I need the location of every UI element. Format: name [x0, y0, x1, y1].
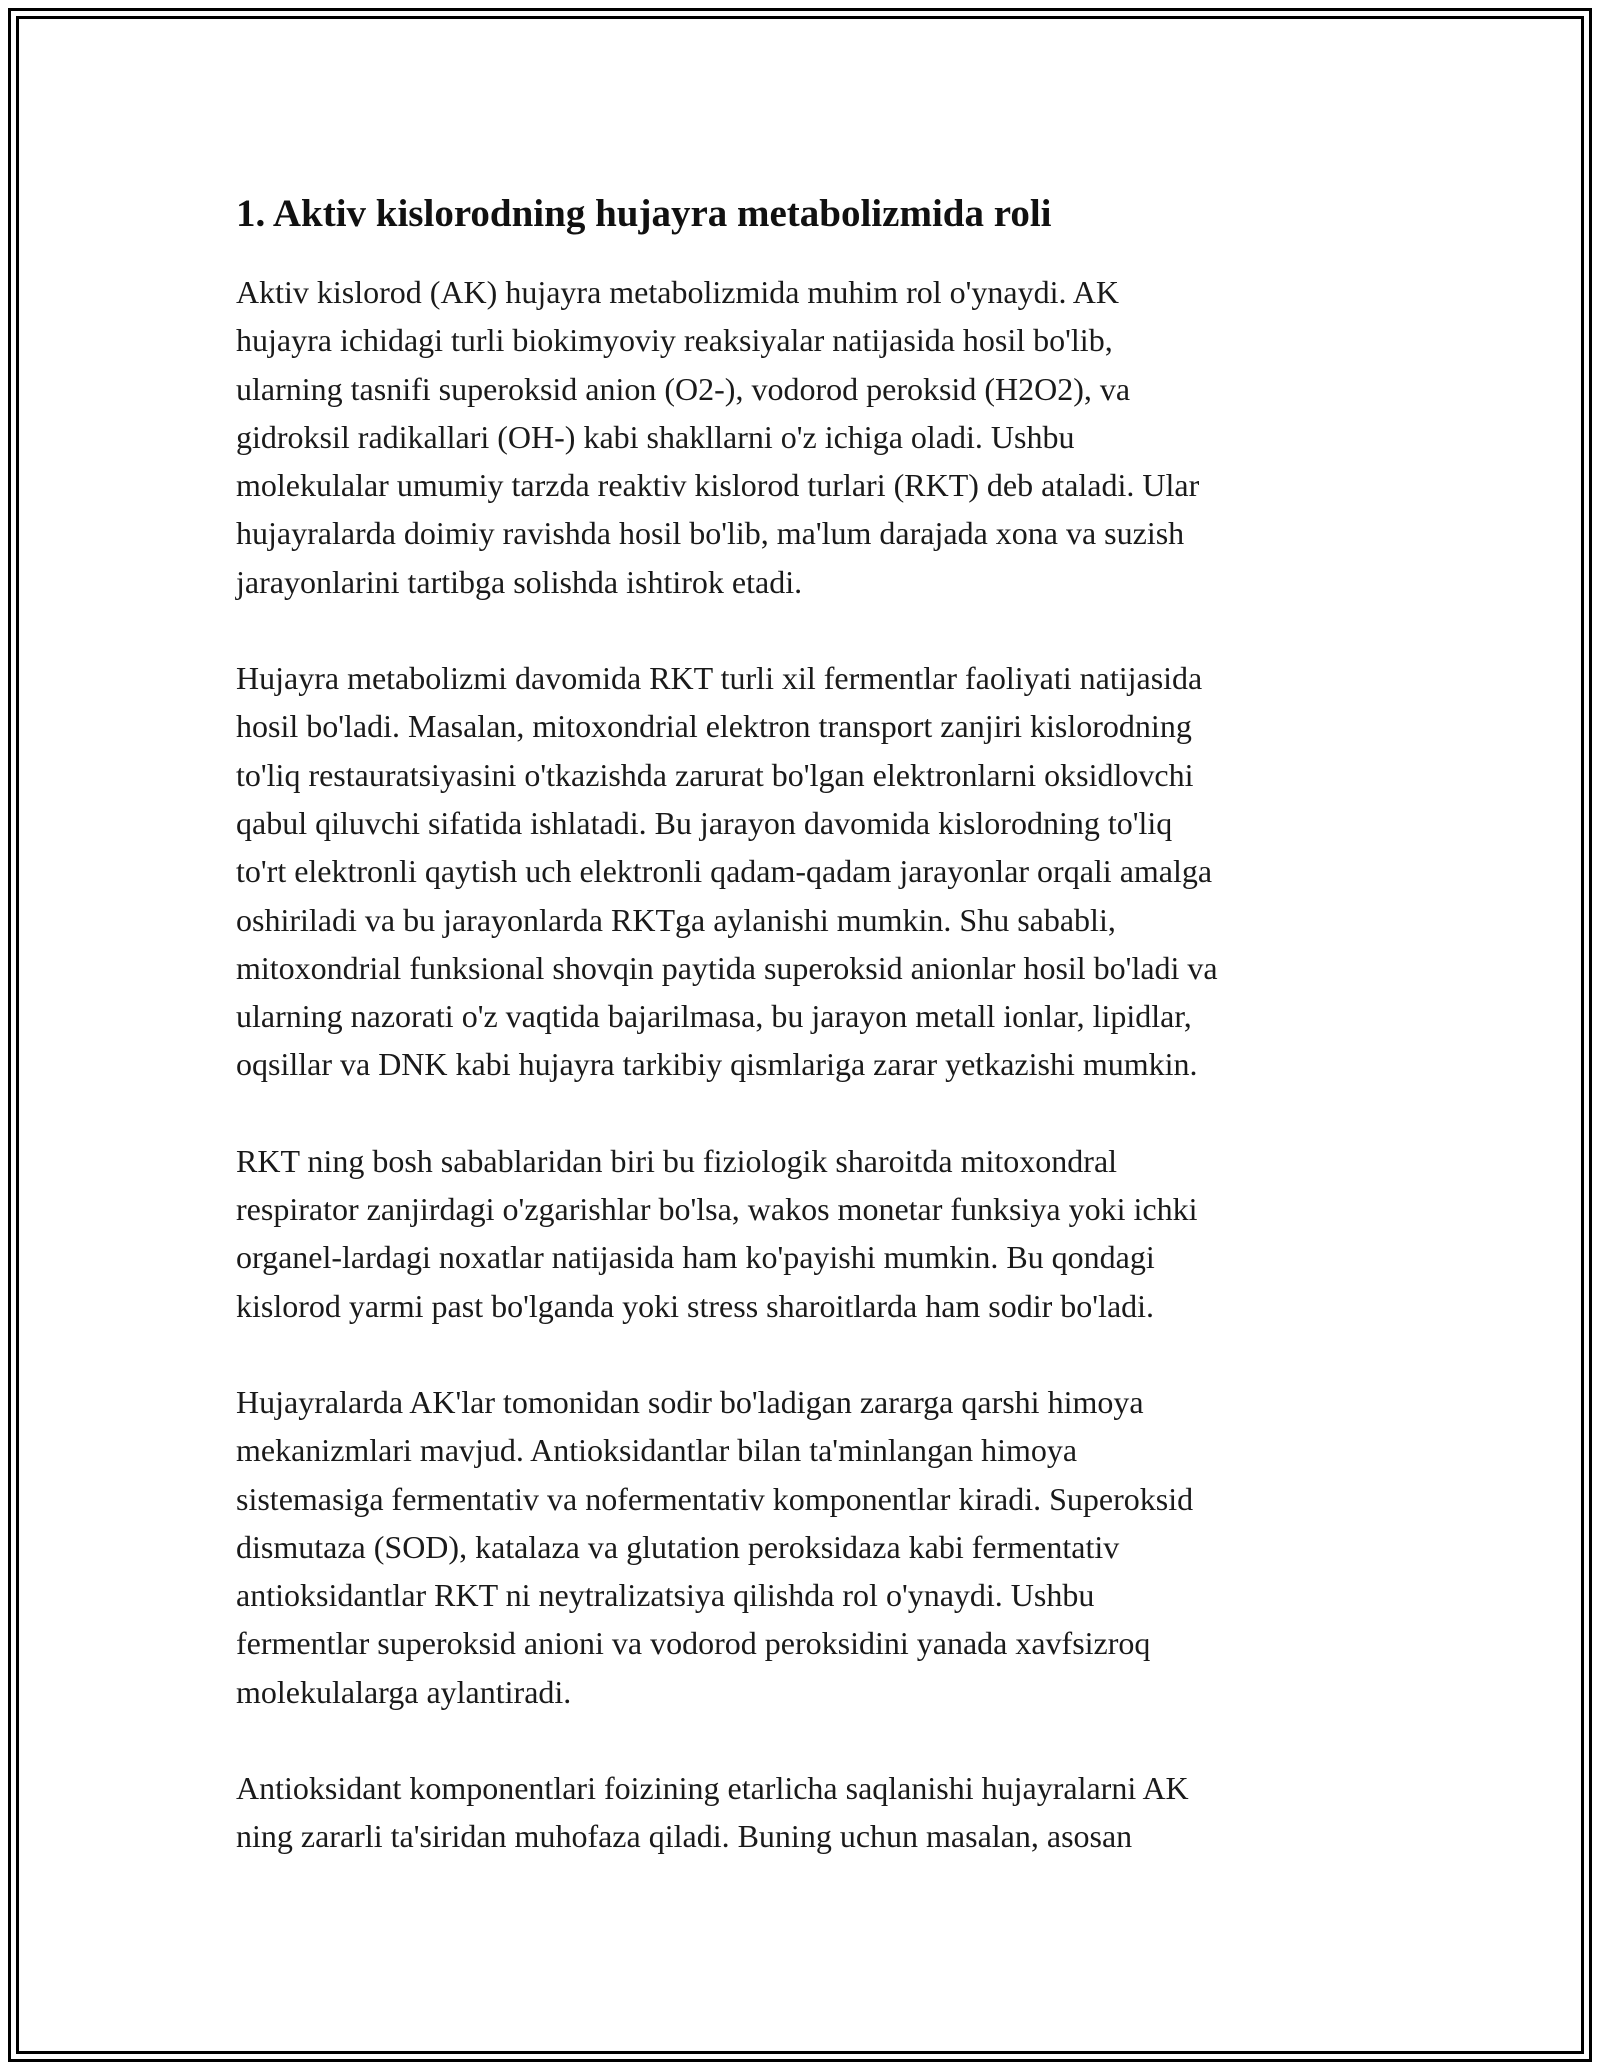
paragraph-1: Aktiv kislorod (AK) hujayra metabolizmida muhim rol o'ynaydi. AK hujayra ichidagi turli biokimyoviy reaksiyalar natijasida hosil bo'lib, ularning tasnifi superoksid anion (O2-), vodorod peroksid (H2O2), va gidroksil radikallari (OH-) kabi shakllarni o'z ichiga oladi. Ushbu molekulalar umumiy tarzda reaktiv kislorod turlari (RKT) deb ataladi. Ular hujayralarda doimiy ravishda hosil bo'lib, ma'lum darajada xona va suzish jarayonlarini tartibga solishda ishtirok etadi. [236, 274, 1200, 600]
document-body [236, 184, 1366, 1909]
paragraph-2: Hujayra metabolizmi davomida RKT turli xil fermentlar faoliyati natijasida hosil bo'ladi. Masalan, mitoxondrial elektron transport zanjiri kislorodning to'liq restauratsiyasini o'tkazishda zarurat bo'lgan elektronlarni oksidlovchi qabul qiluvchi sifatida ishlatadi. Bu jarayon davomida kislorodning to'liq to'rt elektronli qaytish uch elektronli qadam-qadam jarayonlar orqali amalga oshiriladi va bu jarayonlarda RKTga aylanishi mumkin. Shu sababli, mitoxondrial funksional shovqin paytida superoksid anionlar hosil bo'ladi va ularning nazorati o'z vaqtida bajarilmasa, bu jarayon metall ionlar, lipidlar, oqsillar va DNK kabi hujayra tarkibiy qismlariga zarar yetkazishi mumkin. [236, 660, 1218, 1083]
section-heading: 1. Aktiv kislorodning hujayra metabolizmida roli [236, 192, 1052, 235]
paragraph-3: RKT ning bosh sabablaridan biri bu fiziologik sharoitda mitoxondral respirator zanjirdagi o'zgarishlar bo'lsa, wakos monetar funksiya yoki ichki organel-lardagi noxatlar natijasida ham ko'payishi mumkin. Bu qondagi kislorod yarmi past bo'lganda yoki stress sharoitlarda ham sodir bo'ladi. [236, 1142, 1198, 1324]
paragraph-5: Antioksidant komponentlari foizining etarlicha saqlanishi hujayralarni AK ning zararli ta'siridan muhofaza qiladi. Buning uchun masalan, asosan [236, 1770, 1189, 1855]
paragraph-4: Hujayralarda AK'lar tomonidan sodir bo'ladigan zararga qarshi himoya mekanizmlari mavjud. Antioksidantlar bilan ta'minlangan himoya sistemasiga fermentativ va nofermentativ komponentlar kiradi. Superoksid dismutaza (SOD), katalaza va glutation peroksidaza kabi fermentativ antioksidantlar RKT ni neytralizatsiya qilishda rol o'ynaydi. Ushbu fermentlar superoksid anioni va vodorod peroksidini yanada xavfsizroq molekulalarga aylantiradi. [236, 1383, 1194, 1710]
